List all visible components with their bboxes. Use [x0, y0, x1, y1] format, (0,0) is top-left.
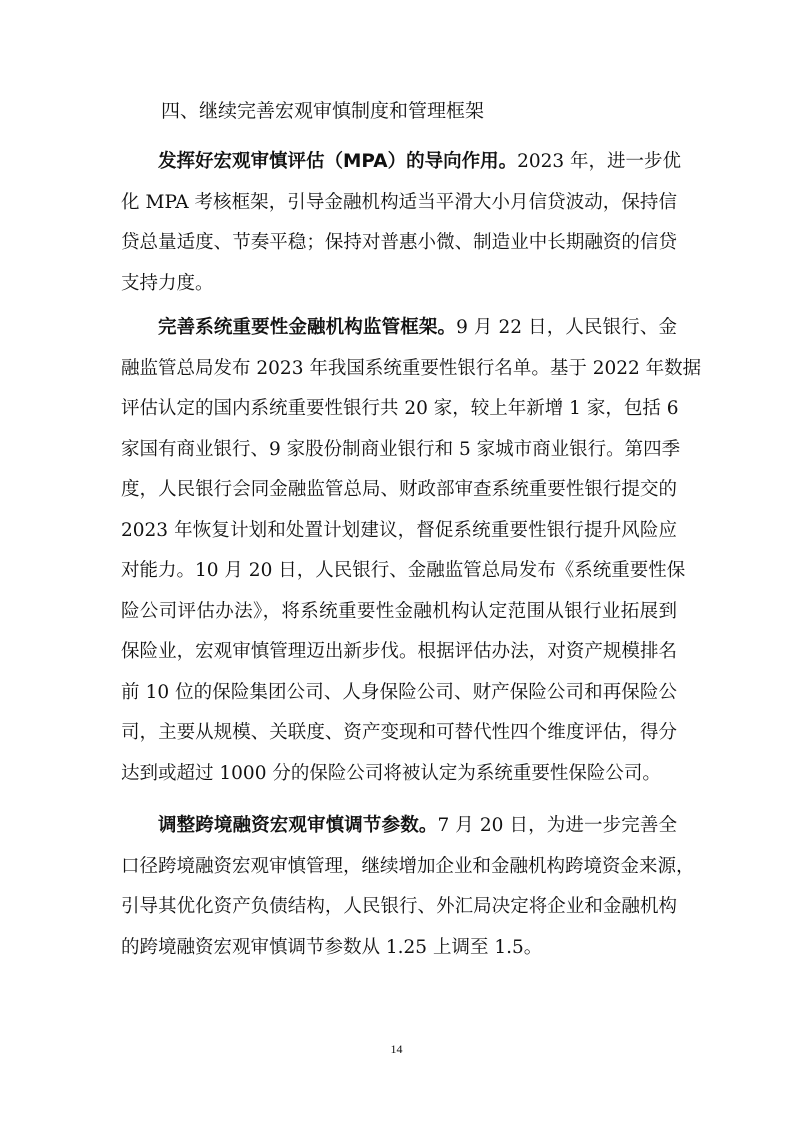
paragraph-mpa [121, 142, 682, 304]
paragraph-line: 口径跨境融资宏观审慎管理，继续增加企业和金融机构跨境资金来源， [121, 855, 695, 877]
paragraph-text: 7 月 20 日，为进一步完善全 [437, 815, 677, 836]
paragraph-line: 引导其优化资产负债结构，人民银行、外汇局决定将企业和金融机构 [121, 896, 677, 917]
section-title: 四、继续完善宏观审慎制度和管理框架 [161, 100, 485, 122]
paragraph-line [121, 308, 677, 349]
paragraph-lead: 发挥好宏观审慎评估（MPA）的导向作用。 [158, 151, 518, 172]
paragraph-lead: 调整跨境融资宏观审慎调节参数。 [158, 815, 438, 836]
paragraph-line: 支持力度。 [121, 272, 214, 294]
page-number: 14 [390, 1042, 403, 1056]
paragraph-line: 贷总量适度、节奏平稳；保持对普惠小微、制造业中长期融资的信贷 [121, 232, 677, 253]
paragraph-line: 家国有商业银行、9 家股份制商业银行和 5 家城市商业银行。第四季 [121, 438, 681, 460]
paragraph-line: 对能力。10 月 20 日，人民银行、金融监管总局发布《系统重要性保 [121, 560, 686, 581]
paragraph-line [121, 806, 677, 847]
paragraph-line: 评估认定的国内系统重要性银行共 20 家，较上年新增 1 家，包括 6 [121, 398, 679, 419]
paragraph-line: 险公司评估办法》，将系统重要性金融机构认定范围从银行业拓展到 [121, 600, 677, 622]
paragraph-line: 的跨境融资宏观审慎调节参数从 1.25 上调至 1.5。 [121, 936, 543, 958]
paragraph-text: 9 月 22 日，人民银行、金 [456, 317, 677, 338]
paragraph-line: 前 10 位的保险集团公司、人身保险公司、财产保险公司和再保险公 [121, 681, 677, 703]
paragraph-line: 度，人民银行会同金融监管总局、财政部审查系统重要性银行提交的 [121, 479, 677, 500]
paragraph-line [121, 142, 682, 183]
paragraph-line: 化 MPA 考核框架，引导金融机构适当平滑大小月信贷波动，保持信 [121, 191, 677, 213]
paragraph-line: 达到或超过 1000 分的保险公司将被认定为系统重要性保险公司。 [121, 762, 661, 784]
paragraph-text: 2023 年，进一步优 [517, 151, 682, 172]
paragraph-line: 2023 年恢复计划和处置计划建议，督促系统重要性银行提升风险应 [121, 519, 677, 541]
paragraph-line: 司，主要从规模、关联度、资产变现和可替代性四个维度评估，得分 [121, 722, 677, 743]
paragraph-lead: 完善系统重要性金融机构监管框架。 [158, 317, 457, 338]
paragraph-cross-border-financing [121, 806, 695, 968]
paragraph-line: 保险业，宏观审慎管理迈出新步伐。根据评估办法，对资产规模排名 [121, 641, 677, 662]
paragraph-line: 融监管总局发布 2023 年我国系统重要性银行名单。基于 2022 年数据 [121, 357, 702, 379]
paragraph-systemic-institutions [121, 308, 702, 794]
